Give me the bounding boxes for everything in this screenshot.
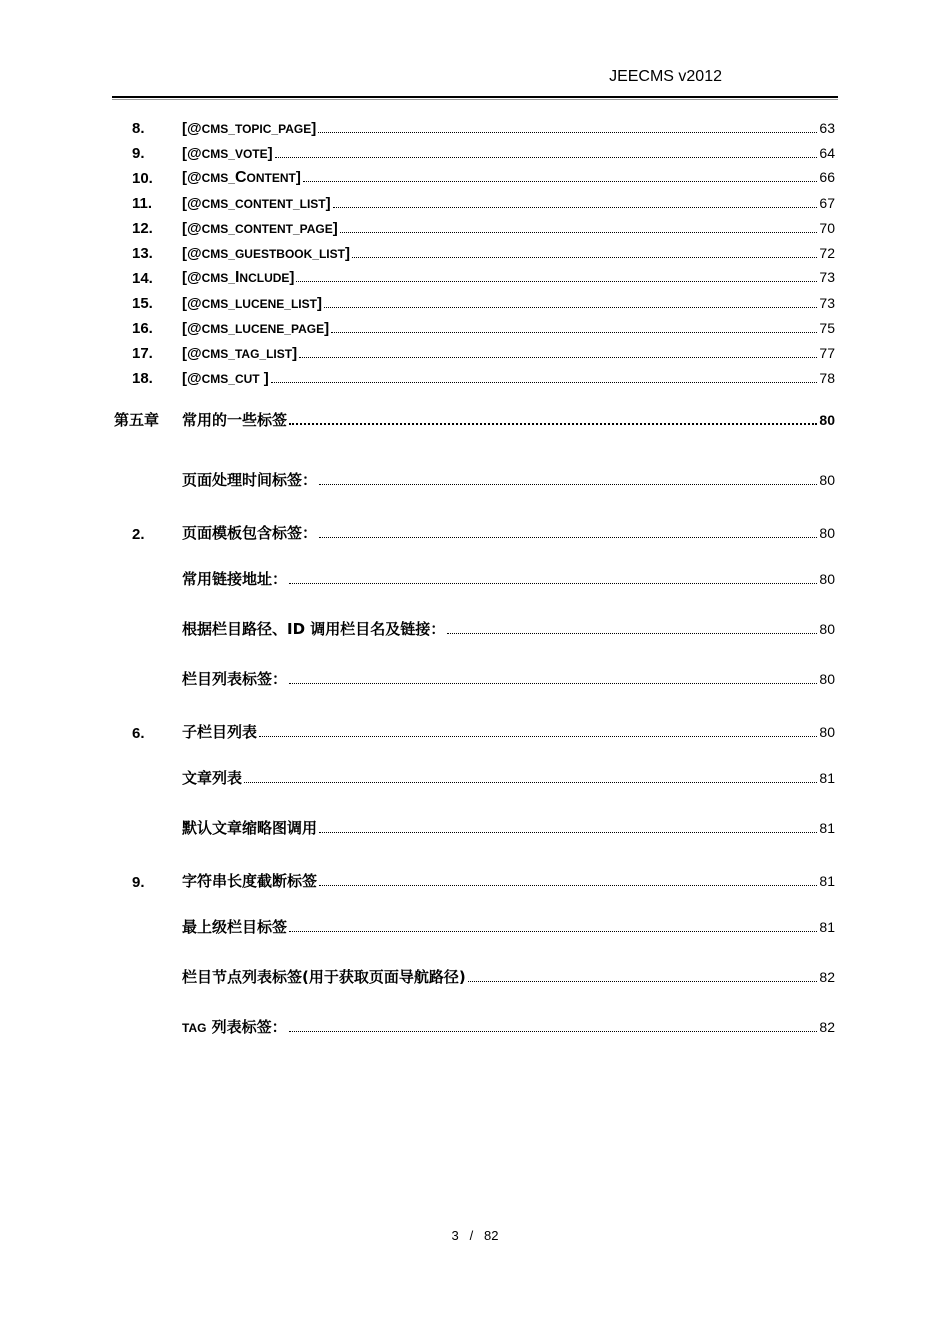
toc-item-channel-list[interactable] [112, 669, 835, 691]
toc-page-number: 72 [819, 245, 835, 261]
toc-entry-title[interactable]: [@CMS_GUESTBOOK_LIST] [182, 245, 350, 262]
toc-entry-number: 9. [132, 874, 145, 891]
toc-entry-title[interactable]: [@CMS_LUCENE_LIST] [182, 295, 322, 312]
toc-page-number: 82 [819, 1019, 835, 1035]
toc-entry-cms-content-page[interactable] [112, 217, 835, 239]
toc-page-number: 80 [819, 671, 835, 687]
toc-entry-title[interactable]: [@CMS_INCLUDE] [182, 269, 295, 286]
leader-dots [289, 583, 817, 584]
toc-entry-number: 12. [132, 220, 153, 237]
toc-page-number: 77 [819, 345, 835, 361]
toc-item-sub-channel-list[interactable] [112, 722, 835, 744]
toc-item-template-include[interactable] [112, 523, 835, 545]
toc-page-number: 80 [819, 412, 835, 428]
toc-entry-cms-vote[interactable] [112, 142, 835, 164]
toc-entry-cms-lucene-page[interactable] [112, 317, 835, 339]
leader-dots [289, 1031, 818, 1032]
toc-entry-cms-include[interactable] [112, 267, 835, 289]
toc-entry-title[interactable]: [@CMS_TAG_LIST] [182, 345, 298, 362]
toc-item-tag-list[interactable] [112, 1017, 835, 1039]
toc-page-number: 80 [819, 621, 835, 637]
toc-entry-title[interactable]: 根据栏目路径、ID 调用栏目名及链接： [182, 620, 446, 638]
leader-dots [275, 157, 818, 158]
leader-dots [319, 832, 817, 833]
toc-entry-title[interactable]: [@CMS_CONTENT_LIST] [182, 195, 331, 212]
page-separator: / [469, 1228, 474, 1243]
toc-entry-title[interactable]: 栏目节点列表标签(用于获取页面导航路径) [182, 968, 466, 986]
toc-item-channel-nav-path[interactable] [112, 967, 835, 989]
leader-dots [319, 885, 817, 886]
toc-entry-title[interactable]: TAG 列表标签： [182, 1018, 287, 1036]
leader-dots [468, 981, 818, 982]
toc-entry-cms-lucene-list[interactable] [112, 292, 835, 314]
toc-entry-title[interactable]: 子栏目列表 [182, 723, 258, 741]
toc-item-channel-by-path[interactable] [112, 619, 835, 641]
header-rule-thin [112, 99, 838, 100]
toc-page-number: 81 [819, 820, 835, 836]
toc-page-number: 80 [819, 472, 835, 488]
toc-entry-title[interactable]: [@CMS_VOTE] [182, 145, 273, 162]
toc-entry-title[interactable]: [@CMS_CUT ] [182, 370, 269, 387]
page-footer [0, 1228, 950, 1243]
toc-page-number: 75 [819, 320, 835, 336]
toc-entry-title[interactable]: 字符串长度截断标签 [182, 872, 318, 890]
toc-page-number: 66 [819, 169, 835, 185]
toc-entry-number: 15. [132, 295, 153, 312]
toc-entry-number: 2. [132, 526, 145, 543]
toc-entry-title[interactable]: 栏目列表标签： [182, 670, 288, 688]
toc-item-string-truncate[interactable] [112, 871, 835, 893]
toc-entry-number: 16. [132, 320, 153, 337]
leader-dots [319, 537, 817, 538]
leader-dots [319, 484, 817, 485]
leader-dots [352, 257, 817, 258]
toc-page-number: 64 [819, 145, 835, 161]
leader-dots [299, 357, 817, 358]
leader-dots [318, 132, 817, 133]
leader-dots [289, 931, 817, 932]
chapter-number: 第五章 [114, 411, 160, 429]
toc-entry-title[interactable]: 默认文章缩略图调用 [182, 819, 318, 837]
toc-entry-number: 18. [132, 370, 153, 387]
leader-dots [296, 281, 817, 282]
leader-dots [271, 382, 818, 383]
toc-entry-title[interactable]: 页面模板包含标签： [182, 524, 318, 542]
leader-dots [303, 181, 818, 182]
leader-dots [244, 782, 817, 783]
toc-page-number: 80 [819, 724, 835, 740]
leader-dots [340, 232, 818, 233]
toc-item-default-thumbnail[interactable] [112, 818, 835, 840]
toc-item-top-channel[interactable] [112, 917, 835, 939]
leader-dots [324, 307, 817, 308]
toc-entry-title[interactable]: 页面处理时间标签： [182, 471, 318, 489]
leader-dots [289, 683, 817, 684]
toc-entry-title[interactable]: [@CMS_CONTENT_PAGE] [182, 220, 338, 237]
toc-entry-title[interactable]: 最上级栏目标签 [182, 918, 288, 936]
toc-entry-cms-cut[interactable] [112, 367, 835, 389]
toc-page-number: 81 [819, 873, 835, 889]
leader-dots [259, 736, 817, 737]
chapter-title[interactable]: 常用的一些标签 [182, 411, 288, 429]
toc-entry-number: 9. [132, 145, 145, 162]
toc-entry-cms-tag-list[interactable] [112, 342, 835, 364]
toc-chapter-5[interactable] [112, 410, 835, 432]
leader-dots [333, 207, 818, 208]
toc-entry-title[interactable]: [@CMS_TOPIC_PAGE] [182, 120, 317, 137]
toc-entry-cms-content[interactable] [112, 167, 835, 189]
toc-page-number: 67 [819, 195, 835, 211]
toc-entry-number: 6. [132, 725, 145, 742]
toc-item-article-list[interactable] [112, 768, 835, 790]
toc-entry-title[interactable]: [@CMS_CONTENT] [182, 169, 301, 186]
toc-page-number: 73 [819, 269, 835, 285]
toc-entry-number: 10. [132, 170, 153, 187]
toc-page-number: 80 [819, 525, 835, 541]
toc-page-number: 70 [819, 220, 835, 236]
toc-entry-number: 14. [132, 270, 153, 287]
header-rule [112, 96, 838, 98]
toc-entry-cms-guestbook-list[interactable] [112, 242, 835, 264]
leader-dots [331, 332, 817, 333]
leader-dots [289, 423, 817, 425]
toc-entry-title[interactable]: [@CMS_LUCENE_PAGE] [182, 320, 330, 337]
toc-entry-number: 13. [132, 245, 153, 262]
document-header-title: JEECMS v2012 [609, 68, 722, 85]
toc-entry-cms-topic-page[interactable] [112, 117, 835, 139]
toc-page-number: 81 [819, 919, 835, 935]
toc-page-number: 78 [819, 370, 835, 386]
toc-entry-title[interactable]: 文章列表 [182, 769, 243, 787]
total-page-count: 82 [484, 1228, 499, 1243]
toc-entry-title[interactable]: 常用链接地址： [182, 570, 288, 588]
toc-page-number: 81 [819, 770, 835, 786]
toc-item-common-links[interactable] [112, 569, 835, 591]
toc-entry-number: 8. [132, 120, 145, 137]
toc-entry-number: 11. [132, 195, 153, 212]
current-page-number: 3 [451, 1228, 459, 1243]
toc-item-page-time[interactable] [112, 470, 835, 492]
toc-page-number: 80 [819, 571, 835, 587]
toc-page-number: 73 [819, 295, 835, 311]
toc-entry-cms-content-list[interactable] [112, 192, 835, 214]
toc-page-number: 82 [819, 969, 835, 985]
toc-page-number: 63 [819, 120, 835, 136]
toc-entry-number: 17. [132, 345, 153, 362]
leader-dots [447, 633, 817, 634]
